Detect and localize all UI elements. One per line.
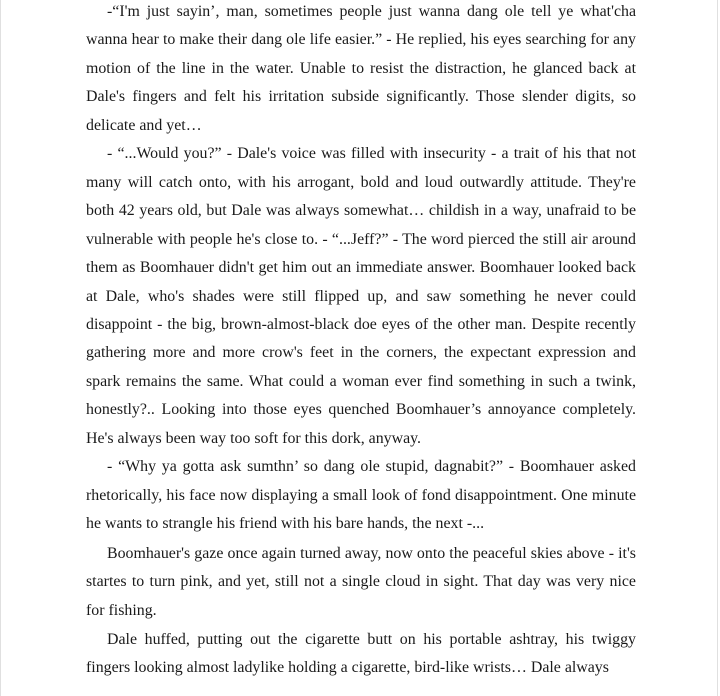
paragraph: - “Why ya gotta ask sumthn’ so dang ole stupid, dagnabit?” - Boomhauer asked rhetorically, his face now displaying a small look of fond disappointment. One minute he wants to strangle his friend with his bare hands, the next -... bbox=[86, 458, 636, 533]
paragraph: Boomhauer's gaze once again turned away, now onto the peaceful skies above - it's startes to turn pink, and yet, still not a single cloud in sight. That day was very nice for fishing. bbox=[86, 544, 636, 619]
story-text bbox=[86, 0, 636, 683]
paragraph: Dale huffed, putting out the cigarette butt on his portable ashtray, his twiggy fingers looking almost ladylike holding a cigarette, bird-like wrists… Dale always bbox=[86, 630, 636, 677]
paragraph: - “...Would you?” - Dale's voice was filled with insecurity - a trait of his that not many will catch onto, with his arrogant, bold and loud outwardly attitude. They're both 42 years old, but Dale was always somewhat… childish in a way, unafraid to be vulnerable with people he's close to. - “...Jeff?” - The word pierced the still air around them as Boomhauer didn't get him out an immediate answer. Boomhauer looked back at Dale, who's shades were still flipped up, and saw something he never could disappoint - the big, brown-almost-black doe eyes of the other man. Despite recently gathering more and more crow's feet in the corners, the expectant expression and spark remains the same. What could a woman ever find something in such a twink, honestly?.. Looking into those eyes quenched Boomhauer’s annoyance completely. He's always been way too soft for this dork, anyway. bbox=[86, 145, 636, 447]
paragraph: -“I'm just sayin’, man, sometimes people just wanna dang ole tell ye what'cha wanna hear to make their dang ole life easier.” - He replied, his eyes searching for any motion of the line in the water. Unable to resist the distraction, he glanced back at Dale's fingers and felt his irritation subside significantly. Those slender digits, so delicate and yet… bbox=[86, 3, 636, 134]
